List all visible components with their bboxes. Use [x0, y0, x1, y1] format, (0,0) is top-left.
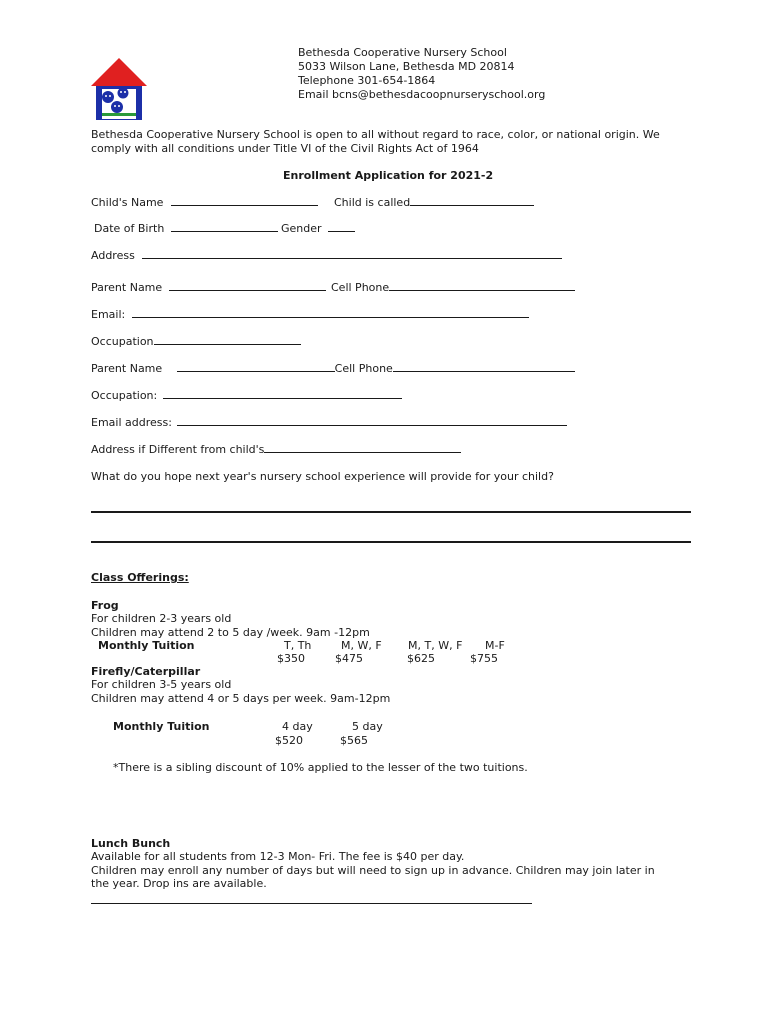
frog-tuition-label: Monthly Tuition	[98, 639, 195, 652]
firefly-option-days: 5 day	[352, 720, 383, 733]
frog-option-days: M, T, W, F	[408, 639, 463, 652]
lunch-title: Lunch Bunch	[91, 837, 171, 850]
frog-ages: For children 2-3 years old	[91, 612, 232, 626]
dob-label: Date of Birth	[94, 222, 165, 235]
school-address: 5033 Wilson Lane, Bethesda MD 20814	[298, 60, 515, 73]
answer-line-1[interactable]	[91, 511, 691, 513]
address-label: Address	[91, 249, 135, 262]
firefly-ages: For children 3-5 years old	[91, 678, 232, 692]
frog-section	[91, 599, 370, 639]
firefly-option-price: $565	[340, 734, 368, 747]
address-field[interactable]	[91, 249, 562, 262]
school-logo	[90, 57, 148, 121]
frog-option-days: T, Th	[284, 639, 312, 652]
alt-address-label: Address if Different from child's	[91, 443, 265, 456]
firefly-title: Firefly/Caterpillar	[91, 665, 201, 678]
child-called-field[interactable]	[334, 196, 534, 209]
lunch-line-2: Children may enroll any number of days but will need to sign up in advance. Children may join later in	[91, 863, 655, 877]
frog-schedule: Children may attend 2 to 5 day /week. 9am -12pm	[91, 625, 370, 639]
parent1-cell-field[interactable]	[331, 281, 575, 294]
parent1-name-label: Parent Name	[91, 281, 163, 294]
parent2-email-label: Email address:	[91, 416, 172, 429]
form-title: Enrollment Application for 2021-2	[283, 169, 494, 182]
frog-option-days: M, W, F	[341, 639, 382, 652]
question-text: What do you hope next year's nursery school experience will provide for your child?	[91, 470, 554, 483]
school-email: Email bcns@bethesdacoopnurseryschool.org	[298, 88, 546, 101]
frog-option-price: $755	[470, 652, 498, 665]
firefly-section	[91, 665, 390, 705]
lunch-line-3: the year. Drop ins are available.	[91, 877, 267, 891]
lunch-signature-line[interactable]	[91, 903, 532, 904]
logo-face-icon	[102, 91, 114, 103]
class-offerings-heading: Class Offerings:	[91, 571, 189, 584]
parent1-occupation-field[interactable]	[91, 335, 301, 348]
lunch-line-1: Available for all students from 12-3 Mon- Fri. The fee is $40 per day.	[91, 850, 465, 864]
frog-option-days: M-F	[485, 639, 505, 652]
school-name: Bethesda Cooperative Nursery School	[298, 46, 507, 59]
parent1-email-field[interactable]	[91, 308, 529, 321]
parent1-email-label: Email:	[91, 308, 126, 321]
logo-face-icon	[111, 101, 123, 113]
dob-field[interactable]	[94, 222, 278, 235]
firefly-tuition-label: Monthly Tuition	[113, 720, 210, 733]
parent1-name-field[interactable]	[91, 281, 326, 294]
frog-option-price: $625	[407, 652, 435, 665]
school-telephone: Telephone 301-654-1864	[298, 74, 436, 87]
lunch-section	[91, 837, 655, 891]
parent2-occupation-label: Occupation:	[91, 389, 158, 402]
alt-address-field[interactable]	[91, 443, 461, 456]
frog-title: Frog	[91, 599, 119, 612]
parent1-occupation-label: Occupation	[91, 335, 154, 348]
logo-face-icon	[118, 88, 129, 99]
child-called-label: Child is called	[334, 196, 411, 209]
policy-text-line1: Bethesda Cooperative Nursery School is open to all without regard to race, color, or national origin. We	[91, 128, 660, 141]
gender-label: Gender	[281, 222, 322, 235]
child-name-field[interactable]	[91, 196, 318, 209]
parent2-cell-label: Cell Phone	[334, 362, 393, 375]
firefly-schedule: Children may attend 4 or 5 days per week. 9am-12pm	[91, 691, 391, 705]
child-name-label: Child's Name	[91, 196, 164, 209]
logo-roof	[91, 58, 147, 86]
parent1-cell-label: Cell Phone	[331, 281, 390, 294]
parent2-email-field[interactable]	[91, 416, 567, 429]
parent2-occupation-field[interactable]	[91, 389, 402, 402]
answer-line-2[interactable]	[91, 541, 691, 543]
firefly-option-price: $520	[275, 734, 303, 747]
frog-option-price: $475	[335, 652, 363, 665]
sibling-discount-note: *There is a sibling discount of 10% applied to the lesser of the two tuitions.	[113, 761, 528, 774]
parent2-name-field[interactable]	[91, 362, 575, 375]
frog-option-price: $350	[277, 652, 305, 665]
policy-text-line2: comply with all conditions under Title VI of the Civil Rights Act of 1964	[91, 142, 479, 155]
firefly-option-days: 4 day	[282, 720, 313, 733]
parent2-name-label: Parent Name	[91, 362, 163, 375]
gender-field[interactable]	[281, 222, 355, 235]
